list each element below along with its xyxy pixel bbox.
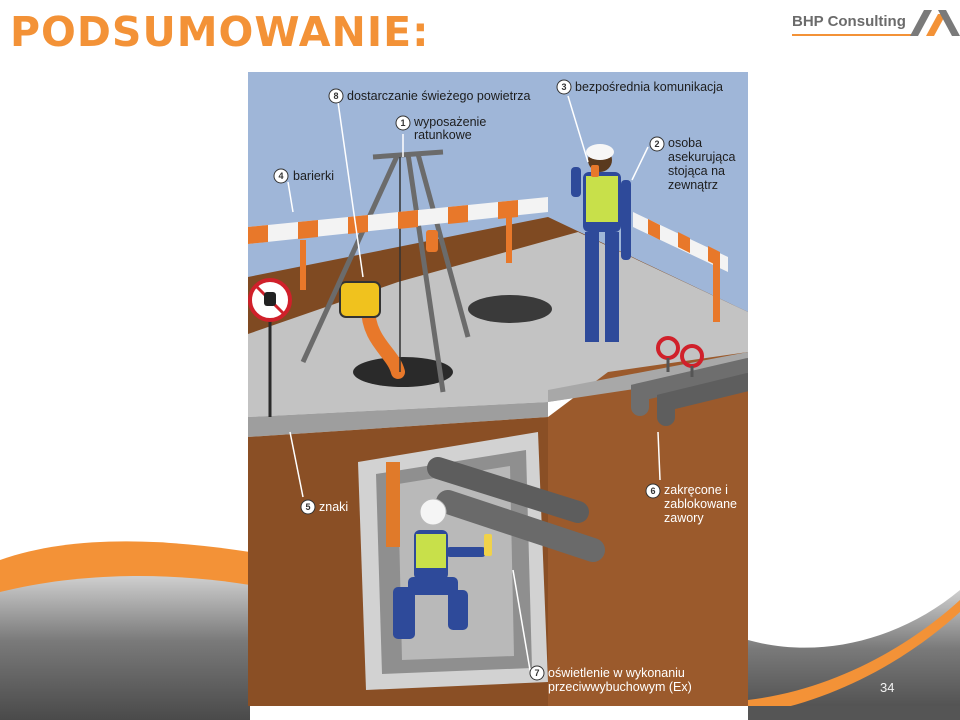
callout-text: asekurująca	[668, 150, 736, 164]
callout-text: zawory	[664, 511, 704, 525]
callout-7	[530, 666, 692, 694]
callout-3	[557, 80, 723, 94]
callout-text: stojąca na	[668, 164, 725, 178]
callout-number: 2	[654, 139, 660, 149]
manhole-cover	[468, 295, 552, 323]
callout-text: przeciwwybuchowym (Ex)	[548, 680, 692, 694]
callout-number: 3	[561, 82, 567, 92]
callout-text: oświetlenie w wykonaniu	[548, 666, 685, 680]
callout-text: barierki	[293, 169, 334, 183]
callout-5	[301, 500, 348, 514]
callout-text: ratunkowe	[414, 128, 472, 142]
logo-text: BHP Consulting	[792, 13, 906, 30]
ventilation-fan	[340, 282, 380, 317]
callout-text: dostarczanie świeżego powietrza	[347, 89, 531, 103]
callout-text: bezpośrednia komunikacja	[575, 80, 724, 94]
confined-space-safety-illustration	[248, 72, 748, 706]
callout-8	[329, 89, 530, 103]
bhp-consulting-logo-icon	[908, 8, 960, 38]
callout-text: zakręcone i	[664, 483, 728, 497]
callout-4	[274, 169, 334, 183]
callout-number: 1	[400, 118, 406, 128]
slide-title: PODSUMOWANIE:	[10, 8, 430, 56]
callout-text: znaki	[319, 500, 349, 514]
callout-text: osoba	[668, 136, 703, 150]
callout-number: 6	[650, 486, 656, 496]
logo-underline	[792, 34, 916, 36]
company-logo	[790, 8, 960, 40]
page-number: 34	[880, 680, 895, 695]
callout-number: 5	[305, 502, 311, 512]
callout-text: zewnątrz	[668, 178, 719, 192]
callout-text: wyposażenie	[414, 115, 487, 129]
callout-number: 4	[278, 171, 284, 181]
callout-text: zablokowane	[664, 497, 737, 511]
callout-number: 7	[534, 668, 540, 678]
callout-number: 8	[333, 91, 339, 101]
